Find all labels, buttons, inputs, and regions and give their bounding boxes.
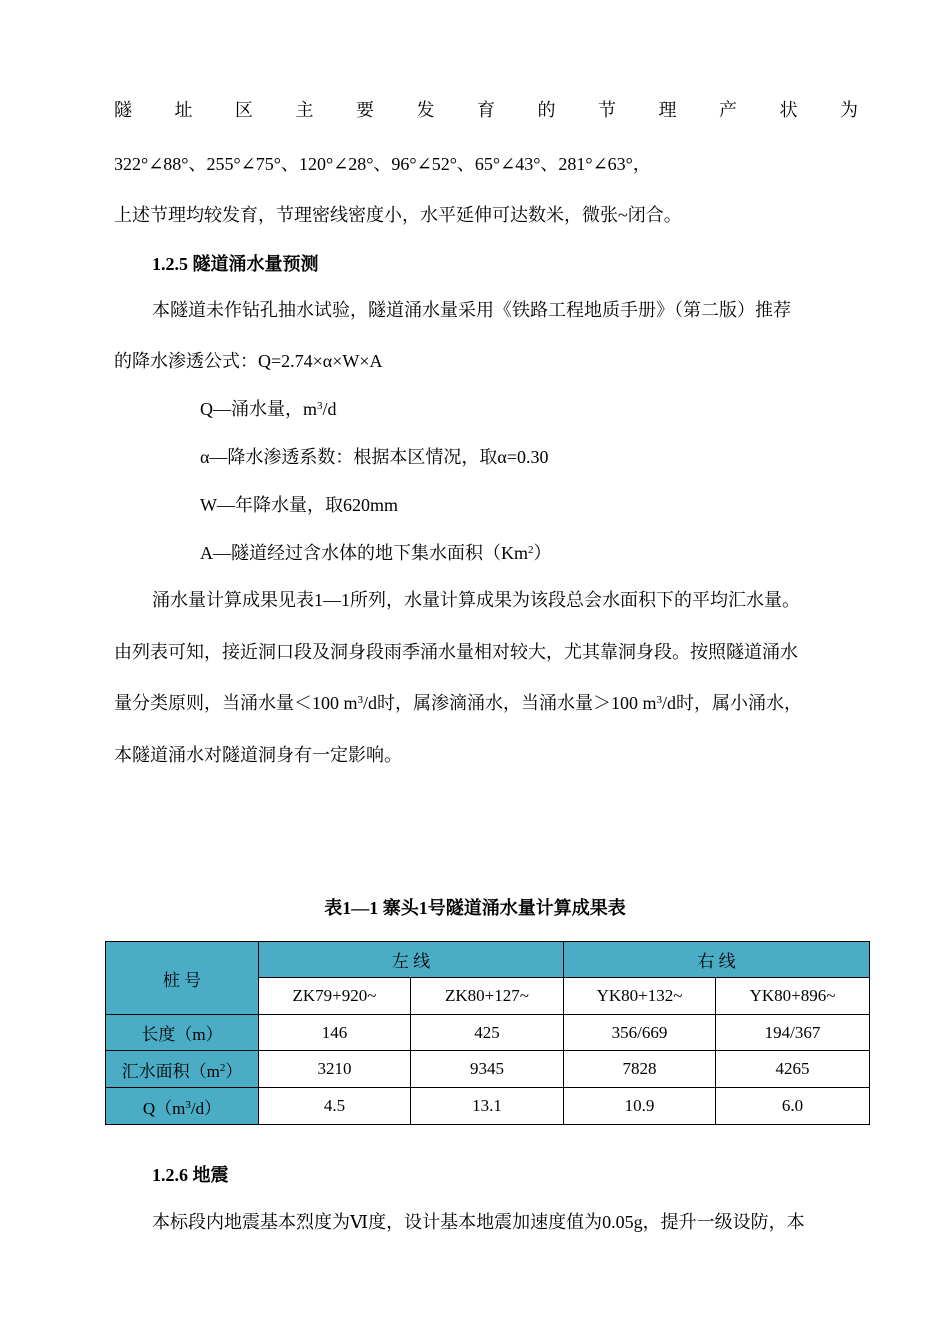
justified-char: 主 [295, 100, 314, 120]
justified-char: 产 [719, 100, 737, 120]
table-cell: 356/669 [564, 1015, 716, 1051]
row-label: 长度（m） [106, 1015, 259, 1051]
definition-alpha: α—降水渗透系数：根据本区情况，取α=0.30 [200, 447, 549, 467]
paragraph-1-line-3: 上述节理均较发育，节理密线密度小，水平延伸可达数米，微张~闭合。 [114, 205, 682, 225]
paragraph-3-line-2: 由列表可知，接近洞口段及洞身段雨季涌水量相对较大，尤其靠洞身段。按照隧道涌水 [114, 642, 798, 662]
table-cell: 7828 [564, 1051, 716, 1088]
table-cell: 10.9 [564, 1088, 716, 1125]
water-inflow-table [105, 941, 870, 1125]
table-cell: 194/367 [716, 1015, 870, 1051]
definition-q: Q—涌水量，$m^3/d$ [200, 399, 337, 419]
table-row-length [106, 1015, 870, 1051]
definition-w: W—年降水量，取620mm [200, 495, 398, 515]
right-line-header: 右 线 [564, 942, 870, 978]
table-caption: 表1—1 寨头1号隧道涌水量计算成果表 [324, 898, 626, 918]
section-heading-1-2-5: 1.2.5 隧道涌水量预测 [152, 254, 319, 274]
station-cell: ZK79+920~ [259, 978, 411, 1015]
paragraph-4-line-1: 本标段内地震基本烈度为Ⅵ度，设计基本地震加速度值为0.05g，提升一级设防，本 [152, 1212, 805, 1232]
station-cell: YK80+896~ [716, 978, 870, 1015]
paragraph-3-line-4: 本隧道涌水对隧道洞身有一定影响。 [114, 745, 402, 765]
section-heading-1-2-6: 1.2.6 地震 [152, 1165, 229, 1185]
table-cell: 6.0 [716, 1088, 870, 1125]
table-cell: 9345 [411, 1051, 564, 1088]
table-cell: 4.5 [259, 1088, 411, 1125]
justified-char: 育 [477, 100, 495, 120]
justified-char: 区 [235, 100, 253, 120]
paragraph-1-line-2: 322°∠88°、255°∠75°、120°∠28°、96°∠52°、65°∠43°、281°∠63°， [114, 154, 651, 174]
justified-char: 址 [174, 100, 193, 120]
paragraph-1-line-1 [114, 98, 858, 122]
table-cell: 146 [259, 1015, 411, 1051]
paragraph-2-line-2: 的降水渗透公式：Q=2.74×α×W×A [114, 351, 383, 371]
row-label: 汇水面积$(m^2)$ [106, 1051, 259, 1088]
station-cell: ZK80+127~ [411, 978, 564, 1015]
justified-char: 状 [779, 100, 798, 120]
paragraph-3-line-1: 涌水量计算成果见表1—1所列，水量计算成果为该段总会水面积下的平均汇水量。 [152, 590, 800, 610]
justified-char: 要 [356, 100, 374, 120]
table-row-inflow-q [106, 1088, 870, 1125]
table-row-catchment-area [106, 1051, 870, 1088]
table-cell: 13.1 [411, 1088, 564, 1125]
station-cell: YK80+132~ [564, 978, 716, 1015]
left-line-header: 左 线 [259, 942, 564, 978]
table-cell: 3210 [259, 1051, 411, 1088]
justified-char: 为 [840, 100, 858, 120]
justified-char: 节 [598, 100, 616, 120]
stake-header: 桩 号 [106, 942, 259, 1015]
definition-a: A—隧道经过含水体的地下集水面积（Km$^2$） [200, 543, 552, 563]
table-header-row [106, 942, 870, 978]
justified-char: 理 [658, 100, 677, 120]
justified-char: 隧 [114, 100, 132, 120]
paragraph-3-line-3: 量分类原则，当涌水量＜100 $m^3/d$时，属渗滴涌水，当涌水量＞100 $m^3/d$时，属小涌水， [114, 693, 803, 713]
table-cell: 4265 [716, 1051, 870, 1088]
justified-char: 的 [537, 100, 556, 120]
table-cell: 425 [411, 1015, 564, 1051]
paragraph-2-line-1: 本隧道未作钻孔抽水试验，隧道涌水量采用《铁路工程地质手册》（第二版）推荐 [152, 300, 791, 320]
justified-char: 发 [416, 100, 435, 120]
row-label: $Q(m^3/d)$ [106, 1088, 259, 1125]
